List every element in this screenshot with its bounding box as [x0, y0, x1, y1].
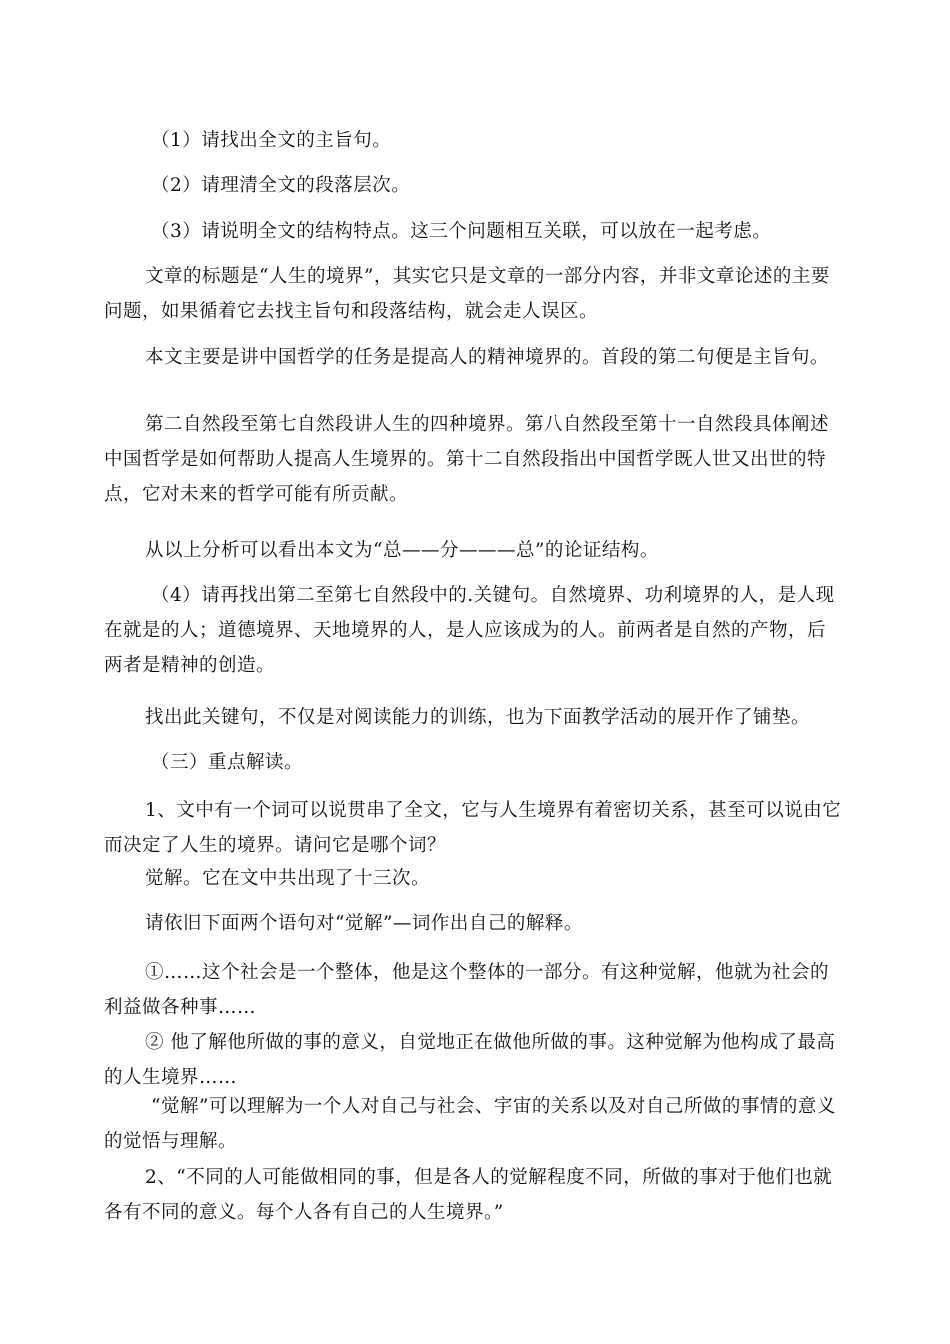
question-2: （2）请理清全文的段落层次。 [151, 175, 411, 196]
quote-2: ② 他了解他所做的事的意义，自觉地正在做他所做的事。这种觉解为他构成了最高的人生境界…… [104, 1032, 836, 1088]
paragraph-structure: 第二自然段至第七自然段讲人生的四种境界。第八自然段至第十一自然段具体阐述中国哲学是如何帮助人提高人生境界的。第十二自然段指出中国哲学既人世又出世的特点，它对未来的哲学可能有所贡献。 [104, 414, 830, 505]
quote-1: ①……这个社会是一个整体，他是这个整体的一部分。有这种觉解，他就为社会的利益做各种事…… [104, 962, 830, 1018]
question-2-quote: 2、“不同的人可能做相同的事，但是各人的觉解程度不同，所做的事对于他们也就各有不同的意义。每个人各有自己的人生境界。” [104, 1167, 833, 1223]
question-3: （3）请说明全文的结构特点。这三个问题相互关联，可以放在一起考虑。 [151, 221, 772, 242]
instruction: 请依旧下面两个语句对“觉解”—词作出自己的解释。 [145, 913, 583, 934]
paragraph-title-analysis: 文章的标题是“人生的境界”，其实它只是文章的一部分内容，并非文章论述的主要问题，如果循着它去找主旨句和段落结构，就会走人误区。 [104, 266, 830, 322]
question-4: （4）请再找出第二至第七自然段中的.关键句。自然境界、功利境界的人，是人现在就是的人；道德境界、天地境界的人，是人应该成为的人。前两者是自然的产物，后两者是精神的创造。 [104, 585, 835, 676]
paragraph-key-sentence: 找出此关键句，不仅是对阅读能力的训练，也为下面教学活动的展开作了铺垫。 [145, 707, 811, 728]
section-heading: （三）重点解读。 [151, 752, 304, 773]
question-word: 1、文中有一个词可以说贯串了全文，它与人生境界有着密切关系，甚至可以说由它而决定了人生的境界。请问它是哪个词？ [104, 800, 842, 856]
paragraph-main-idea: 本文主要是讲中国哲学的任务是提高人的精神境界的。首段的第二句便是主旨句。 [145, 347, 830, 368]
question-1: （1）请找出全文的主旨句。 [151, 130, 392, 151]
explanation: “觉解”可以理解为一个人对自己与社会、宇宙的关系以及对自己所做的事情的意义的觉悟与理解。 [104, 1096, 836, 1152]
answer-word: 觉解。它在文中共出现了十三次。 [145, 868, 431, 889]
paragraph-conclusion: 从以上分析可以看出本文为“总——分———总”的论证结构。 [145, 540, 659, 561]
